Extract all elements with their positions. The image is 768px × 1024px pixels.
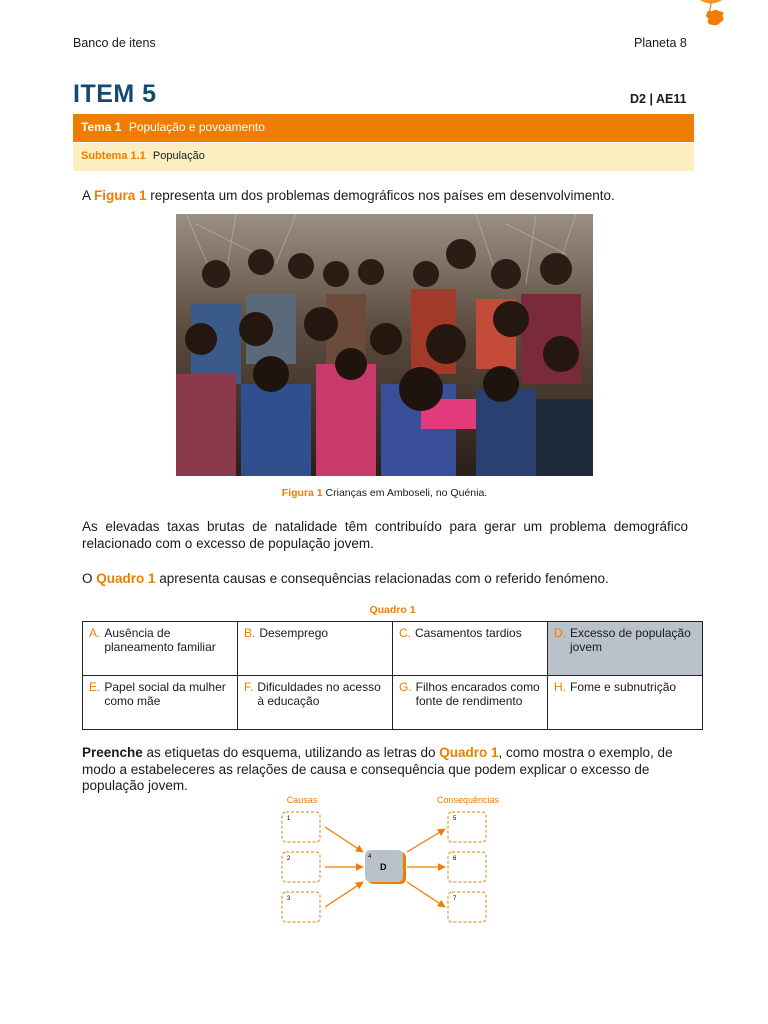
cell-text: Casamentos tardios — [415, 626, 522, 640]
para3-post: apresenta causas e consequências relacionadas com o referido fenómeno. — [155, 571, 609, 586]
arrow-3-to-center — [325, 882, 363, 907]
intro-pre: A — [82, 188, 95, 203]
cell-letter: G. — [399, 680, 412, 694]
quadro-intro-paragraph — [82, 571, 688, 588]
consequences-label: Consequências — [436, 795, 500, 805]
figure-caption-text: Crianças em Amboseli, no Quénia. — [322, 487, 488, 499]
cell-letter: E. — [89, 680, 101, 694]
quadro-ref: Quadro 1 — [96, 571, 156, 586]
item-code: D2 | AE11 — [630, 92, 687, 106]
arrow-1-to-center — [325, 827, 363, 852]
header-right: Planeta 8 — [634, 36, 687, 50]
cell-text: Filhos encarados como fonte de rendimento — [415, 680, 540, 708]
table-cell — [238, 676, 393, 730]
quadro-table — [82, 621, 703, 730]
instruction-verb: Preenche — [82, 745, 143, 760]
intro-paragraph — [82, 188, 688, 205]
box-number: 1 — [287, 816, 291, 822]
quadro-title: Quadro 1 — [369, 604, 416, 616]
box-number: 5 — [453, 816, 457, 822]
figure-caption-label: Figura 1 — [281, 487, 323, 499]
cell-letter: D. — [554, 626, 566, 640]
tema-bar — [73, 114, 694, 142]
balloon-logo-icon — [672, 0, 750, 34]
arrow-center-to-7 — [407, 882, 445, 907]
table-cell — [238, 622, 393, 676]
intro-post: representa um dos problemas demográficos nos países em desenvolvimento. — [146, 188, 615, 203]
tema-label: Tema 1 — [81, 120, 122, 134]
table-cell — [393, 622, 548, 676]
instruction-post: , como mostra o exemplo, de modo a estabeleceres as relações de causa e consequência que podem explicar o excesso de população jovem. — [82, 745, 673, 793]
table-cell — [83, 622, 238, 676]
table-cell — [548, 676, 703, 730]
cell-text: Fome e subnutrição — [570, 680, 677, 694]
table-cell-highlighted — [548, 622, 703, 676]
causes-label: Causas — [286, 795, 318, 805]
para3-pre: O — [82, 571, 97, 586]
table-cell — [83, 676, 238, 730]
arrow-center-to-5 — [407, 829, 445, 852]
paragraph-natalidade: As elevadas taxas brutas de natalidade têm contribuído para gerar um problema demográfico relacionado com o excesso de população jovem. — [82, 519, 688, 551]
table-row — [83, 622, 703, 676]
cell-text: Ausência de planeamento familiar — [104, 626, 216, 654]
cell-letter: H. — [554, 680, 566, 694]
quadro-ref-2: Quadro 1 — [439, 745, 499, 760]
figure-ref: Figura 1 — [94, 188, 147, 203]
box-number: 3 — [287, 896, 291, 902]
cell-letter: B. — [244, 626, 256, 640]
cell-letter: C. — [399, 626, 411, 640]
table-row — [83, 676, 703, 730]
instruction-paragraph — [82, 745, 688, 795]
subtema-text: População — [152, 150, 205, 162]
cell-letter: F. — [244, 680, 254, 694]
tema-text: População e povoamento — [128, 120, 265, 134]
subtema-bar — [73, 143, 694, 171]
cell-text: Papel social da mulher como mãe — [104, 680, 226, 708]
figure-caption — [176, 487, 593, 499]
center-letter: D — [380, 862, 387, 872]
item-title: ITEM 5 — [73, 80, 157, 108]
box-number: 4 — [368, 854, 372, 860]
cause-consequence-diagram — [270, 792, 510, 932]
cell-text: Dificuldades no acesso à educação — [257, 680, 381, 708]
box-number: 6 — [453, 856, 457, 862]
cell-letter: A. — [89, 626, 101, 640]
header-left: Banco de itens — [73, 36, 156, 50]
table-cell — [393, 676, 548, 730]
box-number: 7 — [453, 896, 457, 902]
cell-text: Desemprego — [259, 626, 329, 640]
cell-text: Excesso de população jovem — [570, 626, 691, 654]
instruction-mid: as etiquetas do esquema, utilizando as letras do — [142, 745, 440, 760]
subtema-label: Subtema 1.1 — [81, 150, 146, 162]
box-number: 2 — [287, 856, 291, 862]
children-photo — [176, 214, 593, 476]
